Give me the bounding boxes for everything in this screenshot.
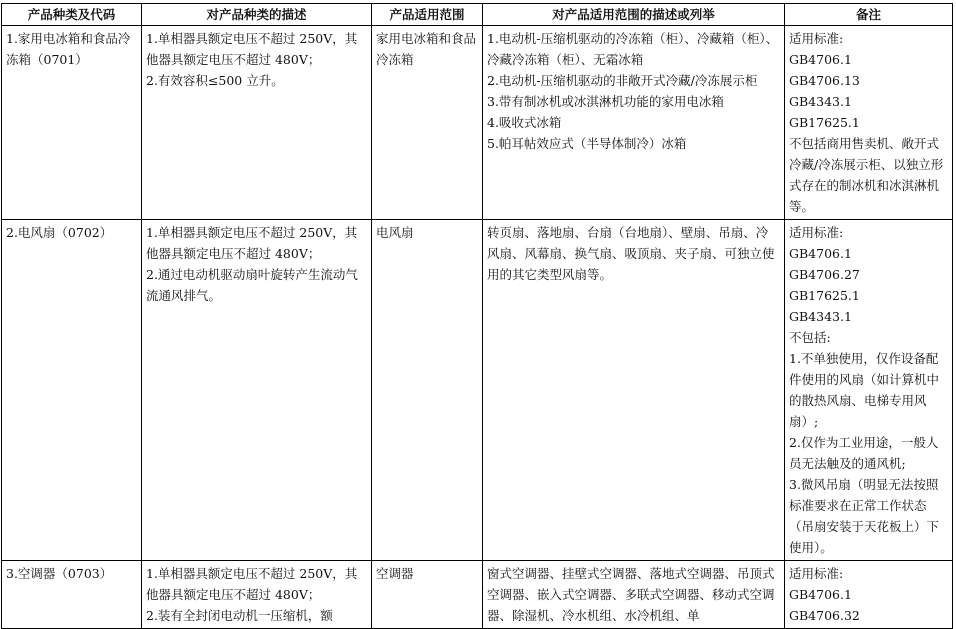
notes-line: 2.仅作为工业用途，一般人员无法触及的通风机; xyxy=(789,435,939,471)
notes-line: GB17625.1 xyxy=(789,115,860,130)
scope-detail-line: 3.带有制冰机或冰淇淋机功能的家用电冰箱 xyxy=(487,94,724,109)
notes-line: GB4706.1 xyxy=(789,587,852,602)
category-cell: 3.空调器（0703） xyxy=(2,561,142,629)
scope-detail-line: 5.帕耳帖效应式（半导体制冷）冰箱 xyxy=(487,136,687,151)
scope-detail-cell xyxy=(483,561,785,629)
description-line: 1.单相器具额定电压不超过 250V，其他器具额定电压不超过 480V； xyxy=(146,225,358,261)
scope-cell: 家用电冰箱和食品冷冻箱 xyxy=(372,26,483,220)
category-cell: 1.家用电冰箱和食品冷冻箱（0701） xyxy=(2,26,142,220)
notes-line: GB4706.13 xyxy=(789,73,860,88)
notes-line: 适用标准: xyxy=(789,566,844,581)
notes-line: GB4343.1 xyxy=(789,94,852,109)
scope-cell: 空调器 xyxy=(372,561,483,629)
header-description: 对产品种类的描述 xyxy=(142,4,372,26)
description-cell xyxy=(142,561,372,629)
notes-line: 1.不单独使用，仅作设备配件使用的风扇（如计算机中的散热风扇、电梯专用风扇）; xyxy=(789,351,940,429)
notes-cell xyxy=(785,26,953,220)
notes-line: 适用标准: xyxy=(789,225,844,240)
table-row xyxy=(2,220,953,561)
table-row xyxy=(2,561,953,629)
notes-line: GB4706.27 xyxy=(789,267,860,282)
category-cell: 2.电风扇（0702） xyxy=(2,220,142,561)
notes-line: 不包括商用售卖机、敞开式冷藏/冷冻展示柜、以独立形式存在的制冰机和冰淇淋机等。 xyxy=(789,136,944,214)
scope-detail-cell xyxy=(483,26,785,220)
header-category: 产品种类及代码 xyxy=(2,4,142,26)
header-scope-detail: 对产品适用范围的描述或列举 xyxy=(483,4,785,26)
description-cell xyxy=(142,26,372,220)
notes-line: 3.微风吊扇（明显无法按照标准要求在正常工作状态（吊扇安装于天花板上）下使用）。 xyxy=(789,477,940,555)
scope-cell: 电风扇 xyxy=(372,220,483,561)
product-scope-table xyxy=(1,3,953,629)
header-row xyxy=(2,4,953,26)
header-notes: 备注 xyxy=(785,4,953,26)
notes-cell xyxy=(785,220,953,561)
notes-line: 不包括: xyxy=(789,330,831,345)
notes-cell xyxy=(785,561,953,629)
scope-detail-cell xyxy=(483,220,785,561)
description-line: 1.单相器具额定电压不超过 250V，其他器具额定电压不超过 480V； xyxy=(146,566,358,602)
scope-detail-line: 窗式空调器、挂壁式空调器、落地式空调器、吊顶式空调器、嵌入式空调器、多联式空调器、移动式空调器、除湿机、冷水机组、水冷机组、单 xyxy=(487,566,775,623)
description-line: 1.单相器具额定电压不超过 250V，其他器具额定电压不超过 480V； xyxy=(146,31,358,67)
notes-line: GB4706.1 xyxy=(789,246,852,261)
scope-detail-line: 转页扇、落地扇、台扇（台地扇）、壁扇、吊扇、冷风扇、风幕扇、换气扇、吸顶扇、夹子扇、可独立使用的其它类型风扇等。 xyxy=(487,225,775,282)
scope-detail-line: 1.电动机-压缩机驱动的冷冻箱（柜）、冷藏箱（柜）、冷藏冷冻箱（柜）、无霜冰箱 xyxy=(487,31,779,67)
table-row xyxy=(2,26,953,220)
header-scope: 产品适用范围 xyxy=(372,4,483,26)
description-line: 2.装有全封闭电动机一压缩机，额 xyxy=(146,608,333,623)
notes-line: GB4706.32 xyxy=(789,608,860,623)
notes-line: GB4343.1 xyxy=(789,309,852,324)
notes-line: 适用标准: xyxy=(789,31,844,46)
description-line: 2.有效容积≤500 立升。 xyxy=(146,73,284,88)
description-cell xyxy=(142,220,372,561)
description-line: 2.通过电动机驱动扇叶旋转产生流动气流通风排气。 xyxy=(146,267,358,303)
notes-line: GB4706.1 xyxy=(789,52,852,67)
scope-detail-line: 2.电动机-压缩机驱动的非敞开式冷藏/冷冻展示柜 xyxy=(487,73,758,88)
notes-line: GB17625.1 xyxy=(789,288,860,303)
scope-detail-line: 4.吸收式冰箱 xyxy=(487,115,562,130)
